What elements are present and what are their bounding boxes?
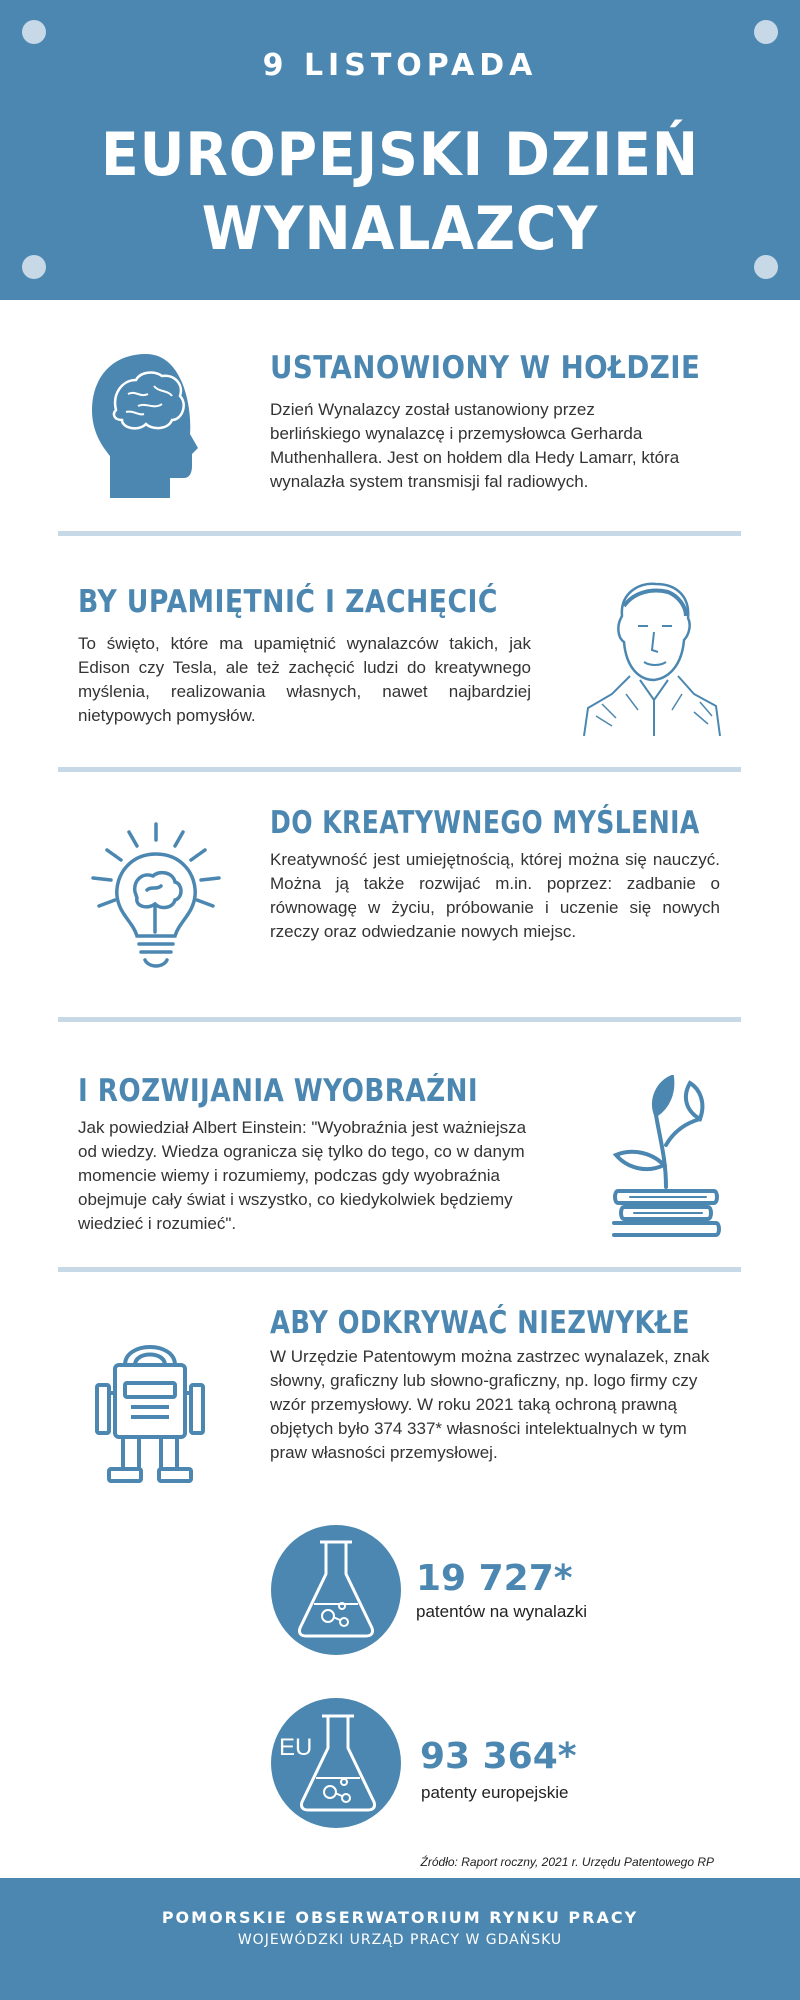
- section-body-commemorate: To święto, które ma upamiętnić wynalazców takich, jak Edison czy Tesla, ale też zachęcić ludzi do kreatywnego myślenia, realizowania własnych, nawet najbardziej nietypowych pomysłów.: [78, 634, 531, 725]
- divider: [58, 767, 741, 772]
- eu-badge: EU: [279, 1734, 313, 1761]
- stat-value-patents: 19 727*: [416, 1558, 573, 1599]
- section-title-discover: ABY ODKRYWAĆ NIEZWYKŁE: [270, 1305, 690, 1341]
- eu-flask-icon: [298, 1712, 378, 1812]
- section-title-commemorate: BY UPAMIĘTNIĆ I ZACHĘCIĆ: [78, 584, 498, 620]
- page-title: [32, 118, 768, 266]
- section-body-imagination: Jak powiedział Albert Einstein: "Wyobraźnia jest ważniejsza od wiedzy. Wiedza ogranicza się tylko do tego, co w danym momencie wiemy i rozumiemy, podczas gdy wyobraźnia obejmuje cały świat i wszystko, co kiedykolwiek będziemy wiedzieć i rozumieć".: [78, 1118, 527, 1233]
- footer-subtitle: WOJEWÓDZKI URZĄD PRACY W GDAŃSKU: [237, 1932, 563, 1948]
- page-title-line-1: EUROPEJSKI DZIEŃ: [101, 120, 699, 190]
- robot-icon: [95, 1323, 205, 1485]
- flask-icon: [296, 1538, 376, 1638]
- head-brain-icon: [88, 350, 200, 502]
- page-title-line-2: WYNALAZCY: [201, 194, 599, 264]
- header-date: 9 LISTOPADA: [262, 48, 538, 83]
- footer-organization: POMORSKIE OBSERWATORIUM RYNKU PRACY: [161, 1908, 639, 1927]
- header-dot-top-right: [754, 20, 778, 44]
- section-body-discover: W Urzędzie Patentowym można zastrzec wynalazek, znak słowny, graficzny lub słowno-graficzny, np. logo firmy czy wzór przemysłowy. W roku 2021 taką ochroną prawną objętych było 374 337* własności intelektualnych w tym praw własności przemysłowej.: [270, 1347, 710, 1462]
- header-dot-top-left: [22, 20, 46, 44]
- divider: [58, 531, 741, 536]
- stat-label-patents: patentów na wynalazki: [416, 1602, 588, 1621]
- section-body-tribute: Dzień Wynalazcy został ustanowiony przez berlińskiego wynalazcę i przemysłowca Gerharda Muthenhallera. Jest on hołdem dla Hedy Lamarr, która wynalazła system transmisji fal radiowych.: [270, 400, 680, 491]
- divider: [58, 1017, 741, 1022]
- section-title-tribute: USTANOWIONY W HOŁDZIE: [270, 350, 701, 386]
- lightbulb-brain-icon: [85, 820, 227, 970]
- edison-portrait-icon: [582, 576, 722, 738]
- section-title-creative-thinking: DO KREATYWNEGO MYŚLENIA: [270, 805, 700, 841]
- source-note: Źródło: Raport roczny, 2021 r. Urzędu Patentowego RP: [420, 1855, 714, 1869]
- stat-value-european-patents: 93 364*: [420, 1736, 577, 1777]
- section-body-creative-thinking: Kreatywność jest umiejętnością, której można się nauczyć. Można ją także rozwijać m.in. poprzez: zadbanie o równowagę w życiu, próbowanie i uczenie się nowych rzeczy oraz odwiedzanie nowych miejsc.: [270, 850, 720, 941]
- divider: [58, 1267, 741, 1272]
- plant-books-icon: [610, 1075, 722, 1237]
- stat-label-european-patents: patenty europejskie: [421, 1783, 569, 1802]
- section-title-imagination: I ROZWIJANIA WYOBRAŹNI: [78, 1073, 479, 1109]
